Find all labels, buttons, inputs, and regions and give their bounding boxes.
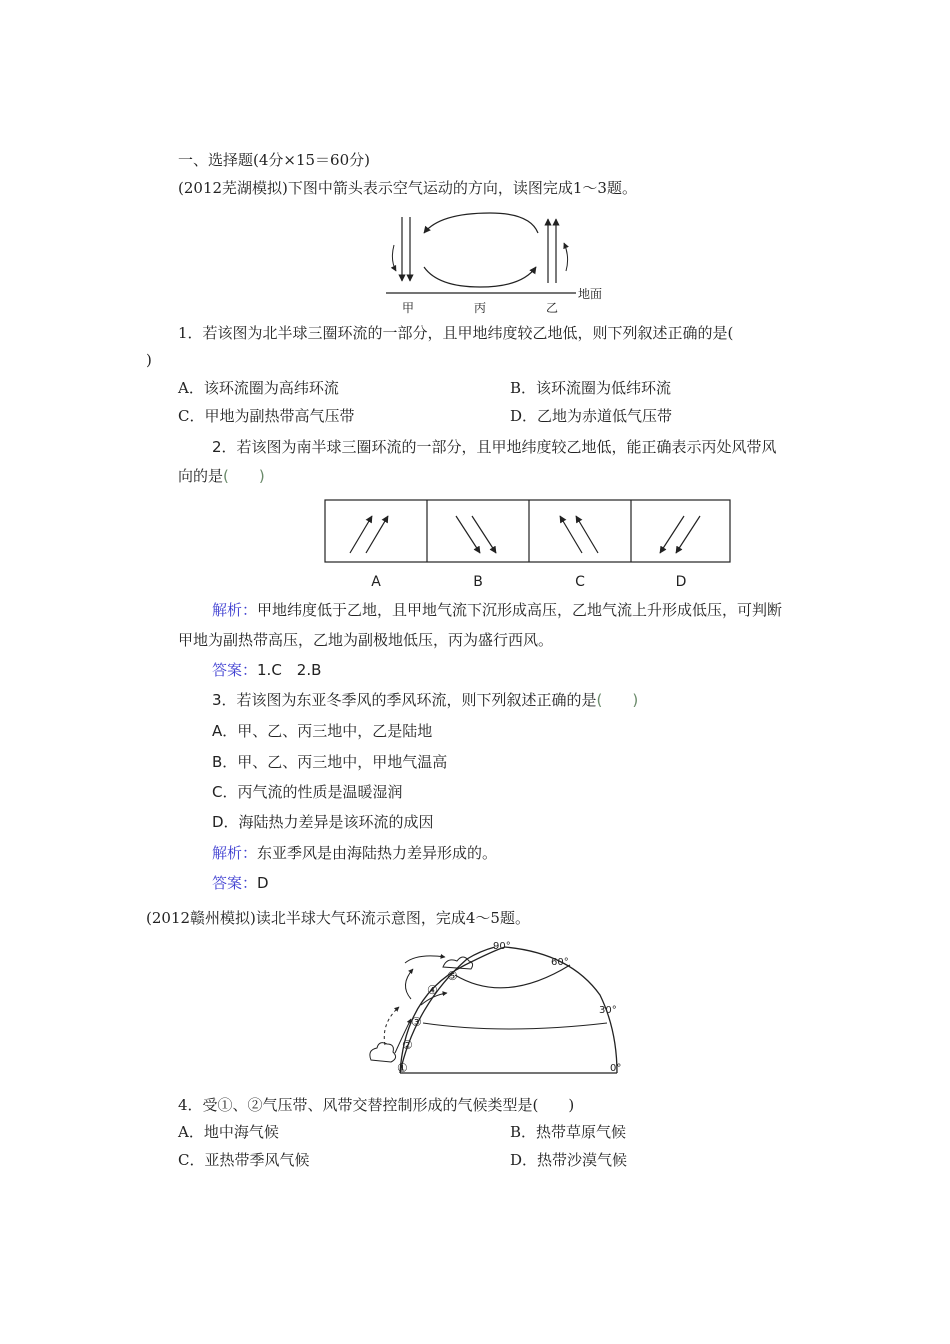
upper-flow-arrow <box>424 213 538 233</box>
q3-option-c: C．丙气流的性质是温暖湿润 <box>212 783 403 801</box>
answer2: 答案：D <box>212 874 269 892</box>
answer1: 答案：1.C 2.B <box>212 661 322 679</box>
label-90: 90° <box>493 941 511 952</box>
intro-q4-5: (2012赣州模拟)读北半球大气环流示意图，完成4～5题。 <box>146 909 530 927</box>
q1-option-a: A．该环流圈为高纬环流 <box>178 379 339 397</box>
q3-option-b: B．甲、乙、丙三地中，甲地气温高 <box>212 753 448 771</box>
q1-stem-close: ) <box>146 351 152 369</box>
option-b-arrows <box>456 516 496 553</box>
answer1-label: 答案： <box>212 661 258 679</box>
q3-option-a: A．甲、乙、丙三地中，乙是陆地 <box>212 722 433 740</box>
marker-1: ① <box>397 1061 408 1075</box>
label-ground: 地面 <box>578 287 603 301</box>
marker-4: ④ <box>427 983 438 997</box>
lat30-line <box>423 1023 607 1029</box>
label-bing: 丙 <box>473 301 487 315</box>
marker-5: ⑤ <box>447 969 458 983</box>
wind-direction-options <box>324 498 734 598</box>
option-label-a: A <box>371 574 381 590</box>
option-a-arrows <box>350 516 388 553</box>
q1-option-c: C．甲地为副热带高气压带 <box>178 407 355 425</box>
option-c-arrows <box>560 516 598 553</box>
lat60-line <box>455 965 570 988</box>
q3-stem: 3．若该图为东亚冬季风的季风环流，则下列叙述正确的是( ) <box>212 691 639 709</box>
q4-option-c: C．亚热带季风气候 <box>178 1151 310 1169</box>
analysis1-line1: 解析：甲地纬度低于乙地，且甲地气流下沉形成高压，乙地气流上升形成低压，可判断 <box>212 601 783 619</box>
intro-q1-3: (2012芜湖模拟)下图中箭头表示空气运动的方向，读图完成1～3题。 <box>178 179 637 197</box>
q4-stem: 4．受①、②气压带、风带交替控制形成的气候类型是( ) <box>178 1096 575 1114</box>
label-60: 60° <box>551 957 569 968</box>
q1-stem: 1．若该图为北半球三圈环流的一部分，且甲地纬度较乙地低，则下列叙述正确的是( <box>178 324 734 342</box>
q3-answer-paren: ( ) <box>596 691 639 709</box>
q4-option-d: D．热带沙漠气候 <box>510 1151 628 1169</box>
circulation-diagram <box>380 205 620 320</box>
analysis2: 解析：东亚季风是由海陆热力差异形成的。 <box>212 844 498 862</box>
analysis2-label: 解析： <box>212 844 258 862</box>
marker-2: ② <box>402 1038 413 1052</box>
q4-option-b: B．热带草原气候 <box>510 1123 627 1141</box>
global-circulation-diagram <box>355 935 640 1090</box>
answer2-label: 答案： <box>212 874 258 892</box>
q2-answer-paren: ( ) <box>223 467 265 485</box>
q1-option-b: B．该环流圈为低纬环流 <box>510 379 672 397</box>
option-d-arrows <box>660 516 700 553</box>
marker-3: ③ <box>411 1015 422 1029</box>
q2-stem-text: 向的是 <box>178 467 224 485</box>
q1-option-d: D．乙地为赤道低气压带 <box>510 407 673 425</box>
analysis1-line2: 甲地为副热带高压，乙地为副极地低压，丙为盛行西风。 <box>178 631 554 649</box>
label-30: 30° <box>599 1005 617 1016</box>
option-label-b: B <box>473 574 483 590</box>
q2-stem-line2 <box>178 466 265 486</box>
q4-option-a: A．地中海气候 <box>178 1123 279 1141</box>
q2-stem-line1: 2．若该图为南半球三圈环流的一部分，且甲地纬度较乙地低，能正确表示丙处风带风 <box>212 438 777 456</box>
analysis1-label: 解析： <box>212 601 258 619</box>
label-0: 0° <box>610 1063 622 1074</box>
option-label-d: D <box>675 574 687 590</box>
label-yi: 乙 <box>545 301 559 315</box>
section-heading: 一、选择题(4分×15＝60分) <box>178 151 370 169</box>
lower-flow-arrow <box>424 267 536 287</box>
label-jia: 甲 <box>401 301 415 315</box>
option-label-c: C <box>575 574 585 590</box>
q3-option-d: D．海陆热力差异是该环流的成因 <box>212 813 434 831</box>
